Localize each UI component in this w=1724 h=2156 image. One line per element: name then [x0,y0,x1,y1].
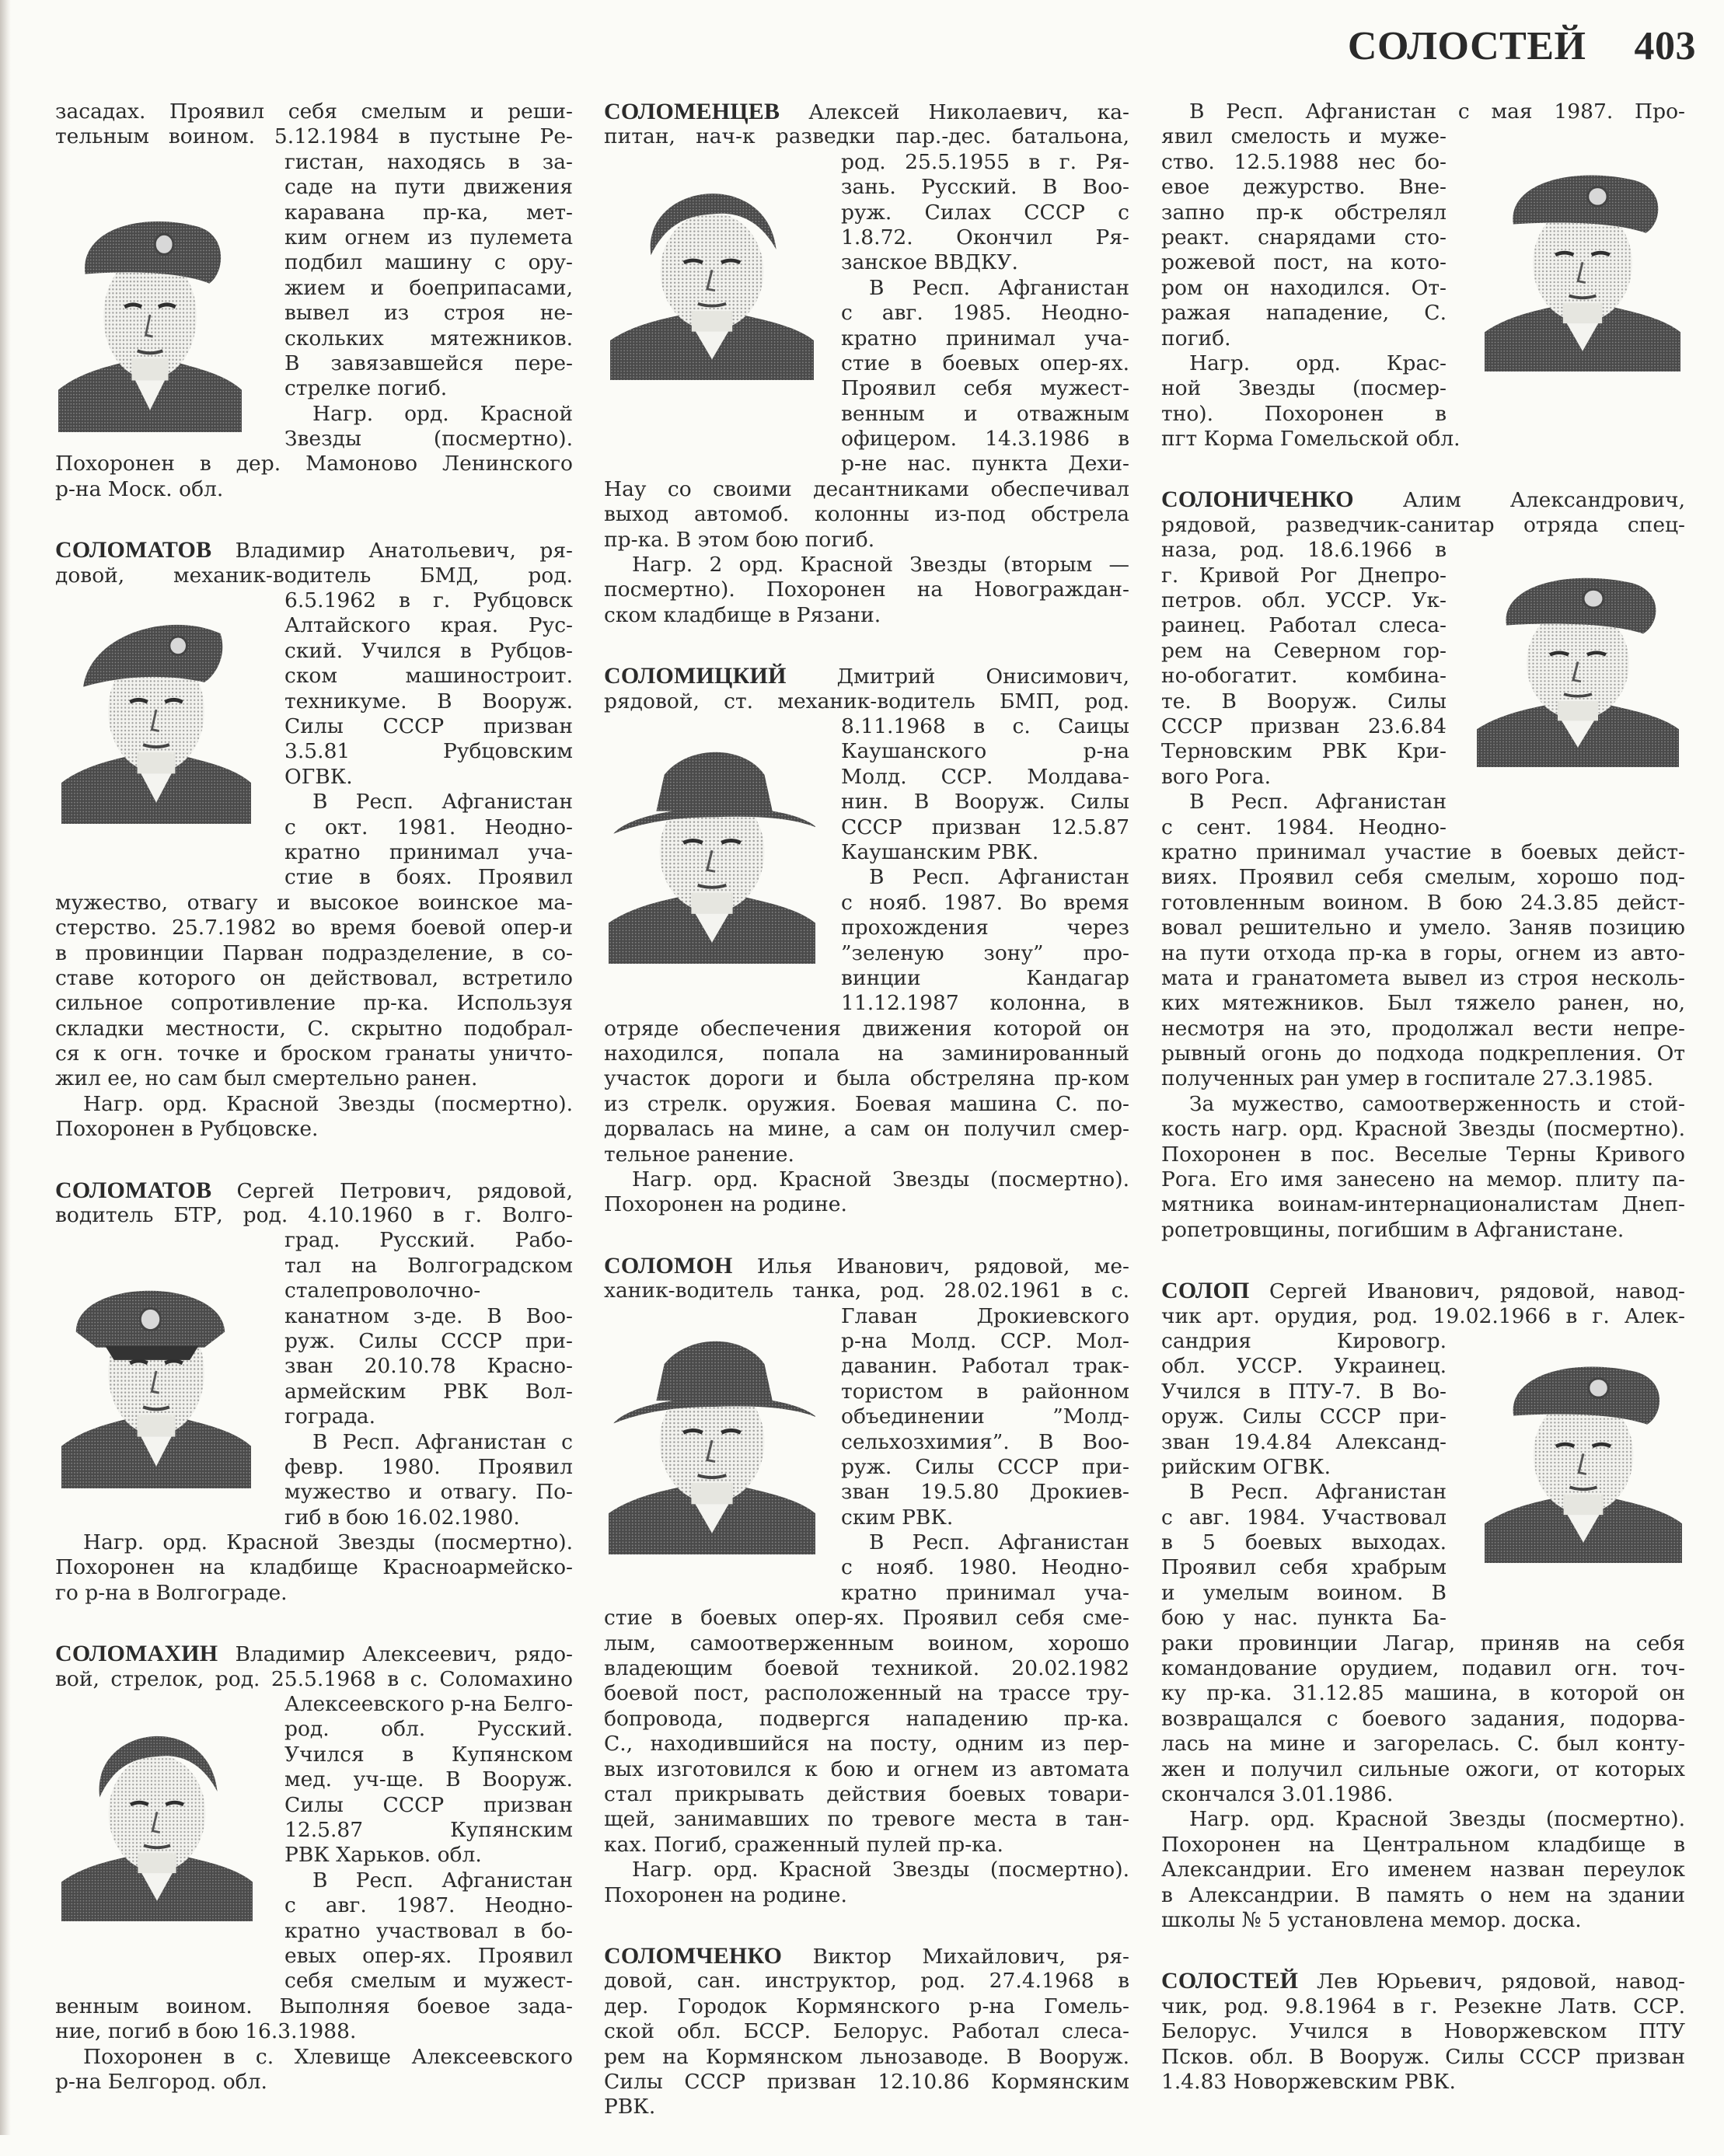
portrait-photo [1485,160,1680,372]
text-line: СССР призван 23.6.84 [1161,713,1447,738]
text-line: жен и получил сильные ожоги, от которых [1161,1757,1685,1781]
text-line: бою у нас. пункта Ба- [1161,1606,1447,1631]
entry-surname: СОЛОМАХИН [55,1641,218,1667]
text-line: Похоронен на родине. [604,1192,847,1217]
text-line: готовленным воином. В бою 24.3.85 дейст- [1161,890,1685,915]
text-line: запно пр-к обстрелял [1161,200,1447,225]
text-line: зван 19.4.84 Александ- [1161,1429,1447,1454]
text-line: тал на Волгоградском [284,1253,573,1278]
text-line: руж. Силы СССР при- [284,1328,573,1353]
text-line: довой, сан. инструктор, род. 27.4.1968 в [604,1969,1129,1994]
text-line: ”зеленую зону” про- [841,940,1129,965]
text-line: гиб в бою 16.02.1980. [284,1505,520,1530]
text-line: даванин. Работал трак- [841,1354,1129,1379]
text-line: погиб. [1161,326,1231,351]
text-line: Похоронен на кладбище Красноармейско- [55,1555,573,1580]
text-line: 8.11.1968 в с. Саицы [841,713,1129,738]
running-head-word: СОЛОСТЕЙ [1347,24,1586,68]
text-line: школы № 5 установлена мемор. доска. [1161,1907,1582,1932]
page-number: 403 [1634,24,1696,68]
text-line: винции Кандагар [841,965,1129,990]
text-line: Учился в ПТУ-7. В Во- [1161,1379,1447,1404]
text-line: В Респ. Афганистан [869,275,1129,300]
text-line: СССР призван 12.5.87 [841,815,1129,839]
text-line: р-на Белгород. обл. [55,2069,267,2094]
page-edge-shadow [0,0,11,2135]
text-line: РВК Харьков. обл. [284,1843,482,1868]
text-line: стерство. 25.7.1982 во время боевой опер-и [55,916,573,940]
text-line: РВК. [604,2095,656,2119]
entry-heading-rest: Владимир Анатольевич, ря- [211,539,573,563]
text-line: Похоронен в пос. Веселые Терны Кривого [1161,1142,1685,1167]
portrait-photo [58,205,242,432]
text-line: из стрелк. оружия. Боевая машина С. по- [604,1091,1129,1116]
text-line: жил ее, но сам был смертельно ранен. [55,1066,478,1091]
entry-surname: СОЛОСТЕЙ [1161,1968,1299,1994]
text-line: подбил машину с ору- [284,250,573,275]
text-line: мата и гранатомета вывел из строя несколь- [1161,965,1685,990]
text-line: рядовой, разведчик-санитар отряда спец- [1161,512,1685,537]
text-line [55,1178,573,1203]
entry-surname: СОЛОНИЧЕНКО [1161,487,1354,513]
text-line: засадах. Проявил себя смелым и реши- [55,99,573,124]
text-line: Похоронен на родине. [604,1882,847,1907]
text-line: саде на пути движения [284,175,573,200]
entry-heading-rest: Дмитрий Онисимович, [786,665,1129,689]
text-line: несмотря на это, продолжал вести непре- [1161,1016,1685,1041]
text-line [604,664,1129,689]
biography-entry [55,99,573,502]
text-line: Александрии. Его именем назван переулок [1161,1858,1685,1882]
text-line: выход автомоб. колонны из-под обстрела [604,502,1129,527]
text-line [55,538,573,563]
text-line: ханик-водитель танка, род. 28.02.1961 в с. [604,1279,1129,1303]
entry-heading-rest: Сергей Петрович, рядовой, [211,1178,573,1203]
text-line: лась на мине и загорелась. С. был конту- [1161,1732,1685,1757]
text-line: реакт. снарядами сто- [1161,225,1447,249]
entry-heading-rest: Илья Иванович, рядовой, ме- [732,1254,1129,1279]
entry-heading-rest: Алексей Николаевич, ка- [780,100,1129,124]
text-line: 3.5.81 Рубцовским [284,739,573,764]
text-line: нин. В Вооруж. Силы [841,790,1129,815]
text-line [604,99,1129,124]
text-line: занское ВВДКУ. [841,250,1018,275]
text-line: командование орудием, подавил огн. точ- [1161,1656,1685,1681]
text-line: С., находившийся на посту, одним из пер- [604,1732,1129,1757]
text-line: Молд. ССР. Молдава- [841,764,1129,789]
text-line: р-на Молд. ССР. Мол- [841,1328,1129,1353]
entry-heading-rest: Владимир Алексеевич, рядо- [218,1642,573,1667]
text-line: Проявил себя мужест- [841,376,1129,401]
text-line: сталепроволочно- [284,1279,481,1303]
text-line: сандрия Кировогр. [1161,1328,1447,1353]
text-line: зань. Русский. В Воо- [841,175,1129,200]
text-line [604,1254,1129,1279]
text-line: стал прикрывать действия боевых товари- [604,1782,1129,1806]
text-line: сильное сопротивление пр-ка. Используя [55,991,573,1016]
text-line: канатном з-де. В Воо- [284,1303,573,1328]
text-line: пгт Корма Гомельской обл. [1161,427,1461,452]
text-line: с авг. 1985. Неодно- [841,301,1129,326]
text-line: Псков. обл. В Вооруж. Силы СССР призван [1161,2044,1685,2069]
text-line: те. В Вооруж. Силы [1161,689,1447,713]
text-line: лым, самоотверженным воином, хорошо [604,1631,1129,1655]
text-line: Главан Дрокиевского [841,1303,1129,1328]
portrait-photo [61,1261,251,1488]
text-line: прохождения через [841,916,1129,940]
entry-surname: СОЛОМАТОВ [55,537,212,563]
text-line: отряде обеспечения движения которой он [604,1016,1129,1041]
portrait-photo [609,1334,815,1554]
biography-entry [55,1641,573,2095]
text-line: вых изготовился к бою и огнем из автомата [604,1757,1129,1781]
text-line: с нояб. 1980. Неодно- [841,1555,1129,1580]
text-line: ском кладбище в Рязани. [604,602,881,627]
text-line: В Респ. Афганистан [869,1530,1129,1555]
text-line: в провинции Парван подразделение, в со- [55,940,573,965]
text-line: но-обогатит. комбина- [1161,664,1447,689]
text-line: евых опер-ях. Проявил [284,1943,573,1968]
text-line: Каушанского р-на [841,739,1129,764]
text-line: наза, род. 18.6.1966 в [1161,538,1447,563]
text-line: р-не нас. пункта Дехи- [841,452,1129,476]
text-line: явил смелость и муже- [1161,124,1447,149]
text-line: г. Кривой Рог Днепро- [1161,563,1447,588]
text-line: пр-ка. В этом бою погиб. [604,527,875,552]
text-line: рядовой, ст. механик-водитель БМП, род. [604,689,1129,713]
text-line [604,1944,1129,1969]
text-line: участок дороги и была обстреляна пр-ком [604,1066,1129,1091]
text-line: град. Русский. Рабо- [284,1228,573,1253]
text-line: зван 20.10.78 Красно- [284,1354,573,1379]
text-line: стие в боевых опер-ях. [841,351,1129,375]
text-line [1161,1279,1685,1303]
text-line: Нагр. орд. Красной Звезды (посмертно). [83,1530,573,1555]
text-line: ках. Погиб, сраженный пулей пр-ка. [604,1832,1003,1857]
text-line: ку пр-ка. 31.12.85 машина, в которой он [1161,1681,1685,1706]
text-line: Нау со своими десантниками обеспечивал [604,476,1129,501]
text-line: Силы СССР призван [284,1792,573,1817]
text-line: Нагр. орд. Красной Звезды (посмертно). [632,1858,1129,1882]
text-line: зван 19.5.80 Дрокиев- [841,1480,1129,1505]
text-line: дер. Городок Кормянского р-на Гомель- [604,1994,1129,2018]
text-line: В завязавшейся пере- [284,351,573,375]
column-right [1161,99,1685,2130]
text-line: За мужество, самоотверженность и стой- [1189,1091,1685,1116]
biography-entry [1161,487,1685,1243]
text-line: мятника воинам-интернационалистам Днеп- [1161,1192,1685,1217]
text-line: 12.5.87 Купянским [284,1818,573,1842]
text-line: Нагр. орд. Красной Звезды (посмертно). [1189,1807,1685,1832]
text-line: Белорус. Учился в Новоржевском ПТУ [1161,2019,1685,2044]
text-line: ким огнем из пулемета [284,225,573,249]
text-line: объединении ”Молд- [841,1404,1129,1429]
text-line: мед. уч-ще. В Вооруж. [284,1767,573,1792]
text-line: кратно принимал уча- [284,839,573,864]
text-line: Похоронен в дер. Мамоново Ленинского [55,452,573,476]
entry-surname: СОЛОП [1161,1278,1250,1304]
text-line: скольких мятежников. [284,326,573,351]
entry-heading-rest: Виктор Михайлович, ря- [782,1944,1129,1969]
text-line: род. 25.5.1955 в г. Ря- [841,149,1129,174]
text-line: р-на Моск. обл. [55,476,224,501]
text-line: кратно принимал уча- [841,326,1129,351]
text-line: 11.12.1987 колонна, в [841,991,1129,1016]
text-line: кратно принимал уча- [841,1580,1129,1605]
text-line: венным и отважным [841,401,1129,426]
text-line: Учился в Купянском [284,1742,573,1767]
text-line: ких мятежников. Был тяжело ранен, но, [1161,991,1685,1016]
text-line: возвращался с боевого задания, подорва- [1161,1706,1685,1731]
text-line: Похоронен в с. Хлевище Алексеевского [83,2044,573,2069]
text-line: полученных ран умер в госпитале 27.3.1985. [1161,1066,1654,1091]
text-line: мужество и отвагу. По- [284,1480,573,1505]
text-line: Похоронен в Рубцовске. [55,1117,319,1142]
text-line: питан, нач-к разведки пар.-дес. батальона, [604,124,1129,149]
text-line: находился, попала на заминированный [604,1041,1129,1066]
text-line: февр. 1980. Проявил [284,1454,573,1479]
text-line: кратно принимал участие в боевых дейст- [1161,839,1685,864]
text-line: обл. УССР. Украинец. [1161,1354,1447,1379]
text-line: с сент. 1984. Неодно- [1161,815,1447,839]
entry-surname: СОЛОМИЦКИЙ [604,663,787,689]
text-line: вого Рога. [1161,764,1272,789]
text-line: каравана пр-ка, мет- [284,200,573,225]
biography-entry [1161,99,1685,452]
text-line: с авг. 1984. Участвовал [1161,1505,1447,1530]
text-line: и умелым воином. В [1161,1580,1447,1605]
text-line: стрелке погиб. [284,376,448,401]
text-line: оруж. Силы СССР при- [1161,1404,1447,1429]
text-line: Рога. Его имя занесено на мемор. плиту па- [1161,1167,1685,1192]
text-line: жием и боеприпасами, [284,275,573,300]
portrait-photo [61,603,251,824]
text-line: чик, род. 9.8.1964 в г. Резекне Латв. ССР. [1161,1994,1685,2018]
text-line: В Респ. Афганистан с [312,1429,573,1454]
text-line: ским РВК. [841,1505,954,1530]
text-line: виях. Проявил себя смелым, хорошо под- [1161,865,1685,890]
entry-surname: СОЛОМАТОВ [55,1177,212,1203]
text-line: чик арт. орудия, род. 19.02.1966 в г. Алек- [1161,1303,1685,1328]
text-line: мужество, отвагу и высокое воинское ма- [55,890,573,915]
entry-surname: СОЛОМОН [604,1252,733,1279]
text-line: ропетровщины, погибшим в Афганистане. [1161,1217,1625,1242]
text-line: складки местности, С. скрытно подобрал- [55,1016,573,1041]
text-line: руж. Силы СССР при- [841,1454,1129,1479]
entry-heading-rest: Лев Юрьевич, рядовой, навод- [1298,1969,1685,1994]
biography-entry [55,538,573,1142]
portrait-photo [1485,1352,1682,1563]
text-line: В Респ. Афганистан [1189,790,1447,815]
text-line: гограда. [284,1404,376,1429]
entry-surname: СОЛОМЧЕНКО [604,1942,783,1969]
text-line: ражая нападение, С. [1161,301,1447,326]
biography-entry [1161,1279,1685,1933]
text-line: бопровода, подвергся нападению пр-ка. [604,1706,1129,1731]
running-header [1348,23,1696,78]
text-line: рем на Северном гор- [1161,638,1447,663]
biography-entry [604,1944,1129,2120]
text-line [1161,1969,1685,1994]
entry-surname: СОЛОМЕНЦЕВ [604,99,780,124]
text-line: себя смелым и мужест- [284,1969,573,1994]
text-line: вой, стрелок, род. 25.5.1968 в с. Соломахино [55,1666,573,1691]
text-line: го р-на в Волгограде. [55,1580,288,1605]
text-line: тельное ранение. [604,1142,794,1167]
text-line: тористом в районном [841,1379,1129,1404]
text-line: раки провинции Лагар, приняв на себя [1161,1631,1685,1655]
text-line: гистан, находясь в за- [284,149,573,174]
column-left [55,99,573,2130]
text-line: Нагр. 2 орд. Красной Звезды (вторым — [632,553,1129,577]
text-line: сельхозхимия”. В Воо- [841,1429,1129,1454]
text-line: довой, механик-водитель БМД, род. [55,563,573,588]
text-line: В Респ. Афганистан [312,790,573,815]
text-line: В Респ. Афганистан [312,1868,573,1893]
portrait-photo [1477,563,1679,767]
text-line: дорвалась на мине, а сам он получил смер- [604,1117,1129,1142]
text-line: с окт. 1981. Неодно- [284,815,573,839]
text-line: В Респ. Афганистан с мая 1987. Про- [1189,99,1685,124]
text-line: кратно участвовал в бо- [284,1918,573,1943]
text-line: тно). Похоронен в [1161,401,1447,426]
text-line: рийским ОГВК. [1161,1454,1331,1479]
text-line: Нагр. орд. Красной Звезды (посмертно). [632,1167,1129,1192]
text-line: вывел из строя не- [284,301,573,326]
portrait-photo [609,745,815,964]
text-line: ство. 12.5.1988 нес бо- [1161,149,1447,174]
column-middle [604,99,1129,2156]
text-line: 1.8.72. Окончил Ря- [841,225,1129,249]
text-line: ский. Учился в Рубцов- [284,638,573,663]
text-line: щей, занимавших по тревоге места в тан- [604,1807,1129,1832]
text-line: 6.5.1962 в г. Рубцовск [284,588,573,613]
text-line: раинец. Работал слеса- [1161,613,1447,638]
text-line: ной Звезды (посмер- [1161,376,1447,401]
text-line: с нояб. 1987. Во время [841,890,1129,915]
text-line: Алтайского края. Рус- [284,613,573,638]
biography-entry [604,1254,1129,1908]
text-line [55,1641,573,1666]
text-line: петров. обл. УССР. Ук- [1161,588,1447,613]
text-line: ском машиностроит. [284,664,573,689]
biography-entry [604,664,1129,1218]
text-line: Алексеевского р-на Белго- [284,1693,574,1717]
text-line: ОГВК. [284,764,353,789]
text-line: ние, погиб в бою 16.3.1988. [55,2019,357,2044]
text-line: Нагр. орд. Красной [312,401,573,426]
text-line: с авг. 1987. Неодно- [284,1893,573,1918]
text-line: евое дежурство. Вне- [1161,175,1447,200]
text-line: род. обл. Русский. [284,1717,573,1742]
text-line: техникуме. В Вооруж. [284,689,573,713]
text-line: скончался 3.01.1986. [1161,1782,1394,1806]
entry-heading-rest: Сергей Иванович, рядовой, навод- [1249,1279,1685,1304]
text-line: боевой пост, расположенный на трассе тру- [604,1681,1129,1706]
text-line: В Респ. Афганистан [869,865,1129,890]
text-line: на пути отхода пр-ка в горы, огнем из авто- [1161,940,1685,965]
text-line: офицером. 14.3.1986 в [841,427,1129,452]
text-line: ской обл. БССР. Белорус. Работал слеса- [604,2019,1129,2044]
text-line: водитель БТР, род. 4.10.1960 в г. Волго- [55,1203,573,1228]
text-line: руж. Силах СССР с [841,200,1129,225]
text-line: Силы СССР призван 12.10.86 Кормянским [604,2069,1129,2094]
text-line: в Александрии. В память о нем на здании [1161,1882,1685,1907]
text-line: посмертно). Похоронен на Новограждан- [604,577,1129,602]
text-line: Каушанским РВК. [841,839,1039,864]
text-line: стие в боях. Проявил [284,865,573,890]
text-line: венным воином. Выполняя боевое зада- [55,1994,573,2018]
text-line: Нагр. орд. Крас- [1189,351,1447,375]
text-line: Нагр. орд. Красной Звезды (посмертно). [83,1091,573,1116]
text-line: рывный огонь до подхода подкрепления. От [1161,1041,1685,1066]
text-line: стие в боевых опер-ях. Проявил себя сме- [604,1606,1129,1631]
portrait-photo [61,1710,253,1921]
text-line: Похоронен на Центральном кладбище в [1161,1832,1685,1857]
text-line: 1.4.83 Новоржевским РВК. [1161,2069,1456,2094]
text-line: тельным воином. 5.12.1984 в пустыне Ре- [55,124,573,149]
entry-heading-rest: Алим Александрович, [1353,488,1685,513]
text-line: владеющим боевой техникой. 20.02.1982 [604,1656,1129,1681]
text-line: Проявил себя храбрым [1161,1555,1447,1580]
text-line [1161,487,1685,512]
text-line: Силы СССР призван [284,713,573,738]
text-line: ром он находился. От- [1161,275,1447,300]
biography-entry [1161,1969,1685,2095]
biography-entry [55,1178,573,1607]
text-line: рем на Кормянском льнозаводе. В Вооруж. [604,2044,1129,2069]
portrait-photo [610,167,814,380]
text-line: Звезды (посмертно). [284,427,573,452]
text-line: в 5 боевых выходах. [1161,1530,1447,1555]
text-line: рожевой пост, на кото- [1161,250,1447,275]
text-line: ся к огн. точке и броском гранаты уничто- [55,1041,573,1066]
text-line: В Респ. Афганистан [1189,1480,1447,1505]
text-line: кость нагр. орд. Красной Звезды (посмертно). [1161,1117,1685,1142]
biography-entry [604,99,1129,628]
text-line: Терновским РВК Кри- [1161,739,1447,764]
text-line: вовал решительно и умело. Заняв позицию [1161,916,1685,940]
text-line: ставе которого он действовал, встретило [55,965,573,990]
text-line: армейским РВК Вол- [284,1379,573,1404]
